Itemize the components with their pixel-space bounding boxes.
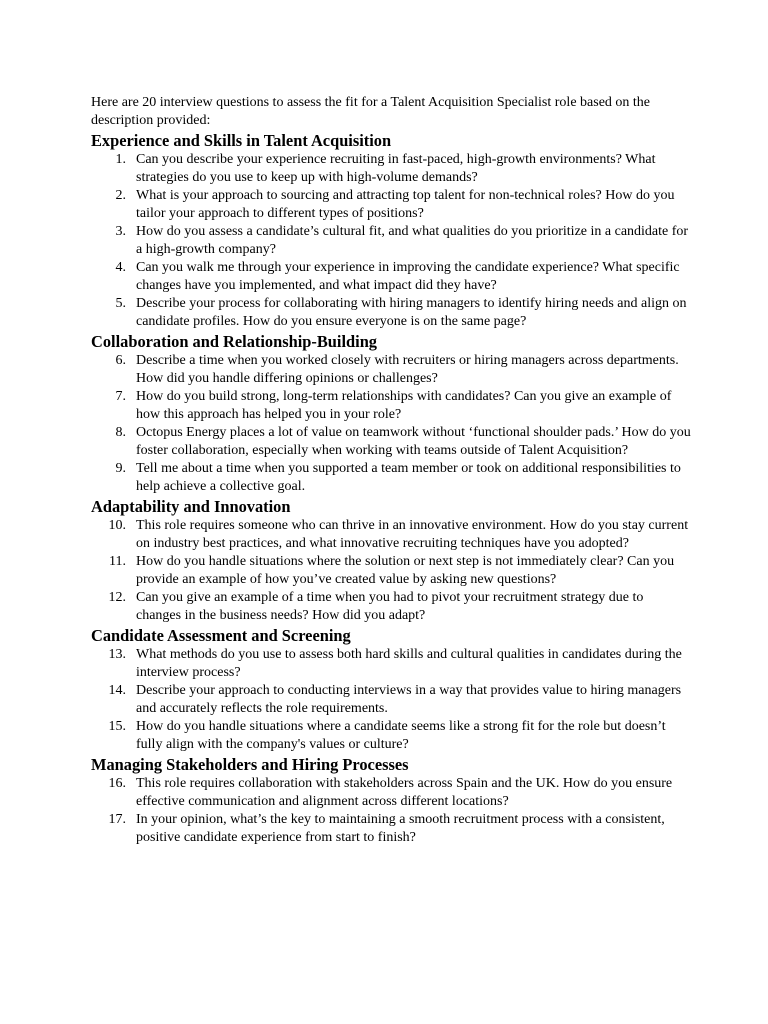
question-text: Octopus Energy places a lot of value on teamwork without ‘functional shoulder pads.’ How do you foster collaboration, especially when working with teams outside of Talent Acquisition? xyxy=(136,425,691,458)
question-number: 11. xyxy=(109,554,126,569)
question-number: 13. xyxy=(108,647,126,662)
question-number: 6. xyxy=(115,353,126,368)
section-adaptability xyxy=(91,497,691,625)
document-page xyxy=(91,94,691,847)
question-text: How do you handle situations where the solution or next step is not immediately clear? Can you provide an example of how you’ve created value by asking new questions? xyxy=(136,554,675,587)
question-number: 16. xyxy=(108,776,126,791)
question-text: What methods do you use to assess both hard skills and cultural qualities in candidates during the interview process? xyxy=(136,647,682,680)
question-list xyxy=(91,775,691,847)
question-number: 8. xyxy=(115,425,126,440)
section-assessment xyxy=(91,626,691,754)
question-list xyxy=(91,517,691,625)
question-text: In your opinion, what’s the key to maintaining a smooth recruitment process with a consistent, positive candidate experience from start to finish? xyxy=(136,812,665,845)
question-item xyxy=(91,589,691,625)
question-text: Describe your process for collaborating with hiring managers to identify hiring needs and align on candidate profiles. How do you ensure everyone is on the same page? xyxy=(136,296,687,329)
question-item xyxy=(91,259,691,295)
question-text: Tell me about a time when you supported a team member or took on additional responsibilities to help achieve a collective goal. xyxy=(136,461,681,494)
question-list xyxy=(91,151,691,331)
question-number: 3. xyxy=(115,224,126,239)
question-number: 10. xyxy=(108,518,126,533)
question-number: 4. xyxy=(115,260,126,275)
question-text: Describe your approach to conducting interviews in a way that provides value to hiring managers and accurately reflects the role requirements. xyxy=(136,683,682,716)
section-stakeholders xyxy=(91,755,691,847)
question-number: 5. xyxy=(115,296,126,311)
question-number: 9. xyxy=(115,461,126,476)
question-item xyxy=(91,460,691,496)
question-item xyxy=(91,352,691,388)
question-text: Can you describe your experience recruiting in fast-paced, high-growth environments? What strategies do you use to keep up with high-volume demands? xyxy=(136,152,656,185)
question-item xyxy=(91,517,691,553)
question-number: 17. xyxy=(108,812,126,827)
question-item xyxy=(91,718,691,754)
question-item xyxy=(91,223,691,259)
question-number: 14. xyxy=(108,683,126,698)
section-heading: Adaptability and Innovation xyxy=(91,497,291,516)
question-item xyxy=(91,775,691,811)
question-item xyxy=(91,151,691,187)
section-collaboration xyxy=(91,332,691,496)
question-text: Can you give an example of a time when you had to pivot your recruitment strategy due to changes in the business needs? How did you adapt? xyxy=(136,590,644,623)
question-item xyxy=(91,187,691,223)
question-item xyxy=(91,553,691,589)
section-heading: Candidate Assessment and Screening xyxy=(91,626,351,645)
question-item xyxy=(91,295,691,331)
question-item xyxy=(91,682,691,718)
question-item xyxy=(91,388,691,424)
question-item xyxy=(91,424,691,460)
question-number: 15. xyxy=(108,719,126,734)
question-item xyxy=(91,646,691,682)
question-number: 7. xyxy=(115,389,126,404)
question-text: How do you assess a candidate’s cultural fit, and what qualities do you prioritize in a candidate for a high-growth company? xyxy=(136,224,689,257)
question-text: Describe a time when you worked closely with recruiters or hiring managers across departments. How did you handle differing opinions or challenges? xyxy=(136,353,679,386)
question-item xyxy=(91,811,691,847)
section-heading: Managing Stakeholders and Hiring Processes xyxy=(91,755,409,774)
question-number: 1. xyxy=(115,152,126,167)
intro-paragraph: Here are 20 interview questions to assess the fit for a Talent Acquisition Specialist role based on the description provided: xyxy=(91,95,651,128)
question-text: How do you handle situations where a candidate seems like a strong fit for the role but doesn’t fully align with the company's values or culture? xyxy=(136,719,666,752)
question-text: What is your approach to sourcing and attracting top talent for non-technical roles? How do you tailor your approach to different types of positions? xyxy=(136,188,675,221)
section-experience xyxy=(91,131,691,331)
question-number: 12. xyxy=(108,590,126,605)
question-list xyxy=(91,352,691,496)
question-list xyxy=(91,646,691,754)
section-heading: Experience and Skills in Talent Acquisition xyxy=(91,131,392,150)
question-number: 2. xyxy=(115,188,126,203)
question-text: This role requires collaboration with stakeholders across Spain and the UK. How do you ensure effective communication and alignment across different locations? xyxy=(136,776,673,809)
question-text: Can you walk me through your experience in improving the candidate experience? What specific changes have you implemented, and what impact did they have? xyxy=(136,260,680,293)
question-text: How do you build strong, long-term relationships with candidates? Can you give an example of how this approach has helped you in your role? xyxy=(136,389,672,422)
question-text: This role requires someone who can thrive in an innovative environment. How do you stay current on industry best practices, and what innovative recruiting techniques have you adopted? xyxy=(136,518,689,551)
section-heading: Collaboration and Relationship-Building xyxy=(91,332,378,351)
